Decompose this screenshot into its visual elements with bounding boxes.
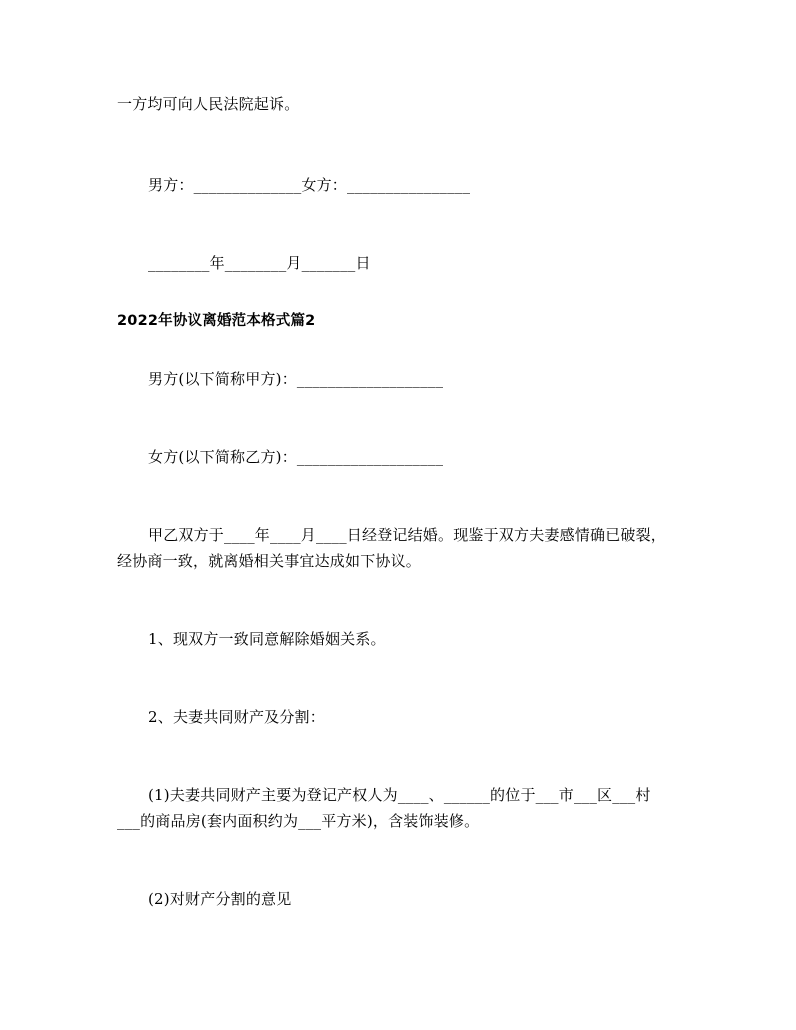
clause-line: 1、现双方一致同意解除婚姻关系。	[148, 630, 386, 648]
paragraph-line: ___的商品房(套内面积约为___平方米)，含装饰装修。	[117, 812, 480, 830]
section-heading: 2022年协议离婚范本格式篇2	[117, 313, 316, 329]
paragraph-line: (1)夫妻共同财产主要为登记产权人为____、______的位于___市___区___村	[148, 786, 651, 804]
party-b-line: 女方(以下简称乙方)：___________________	[148, 448, 444, 466]
paragraph-line: 甲乙双方于____年____月____日经登记结婚。现鉴于双方夫妻感情确已破裂，	[148, 526, 667, 544]
clause-line: 2、夫妻共同财产及分割：	[148, 708, 325, 726]
signature-line: 男方：______________女方：________________	[148, 176, 471, 194]
text-line: 一方均可向人民法院起诉。	[117, 95, 300, 113]
clause-line: (2)对财产分割的意见	[148, 890, 292, 908]
date-line: ________年________月_______日	[148, 254, 371, 272]
party-a-line: 男方(以下简称甲方)：___________________	[148, 370, 444, 388]
paragraph-line: 经协商一致，就离婚相关事宜达成如下协议。	[117, 552, 422, 570]
